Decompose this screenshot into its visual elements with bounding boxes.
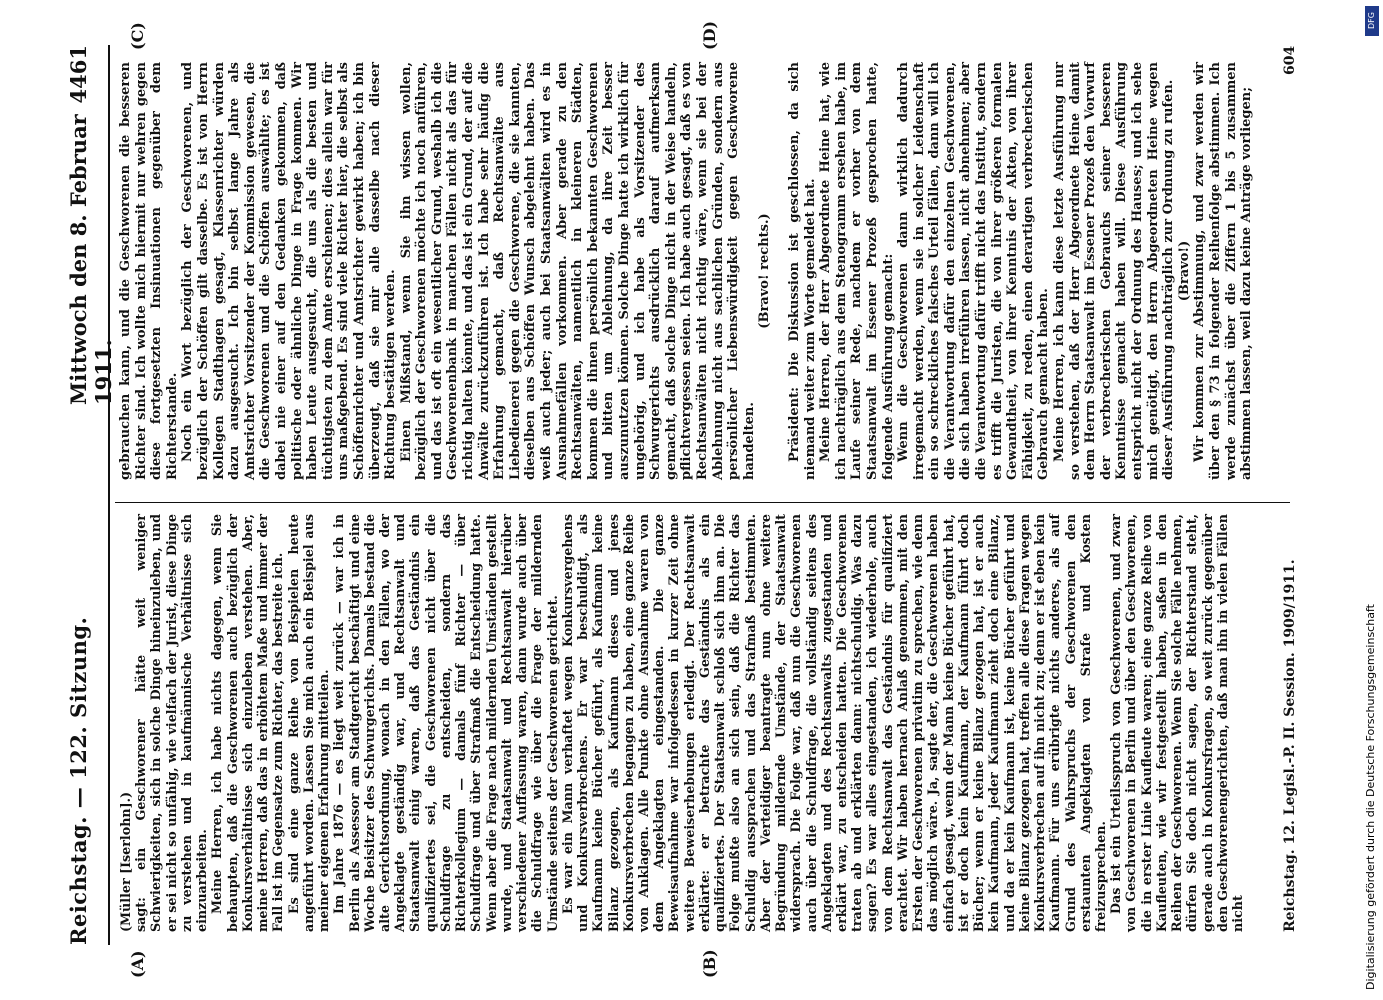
sheet-number: 604 [1282, 45, 1298, 75]
paragraph: Wir kommen zur Abstimmung, und zwar werden wir über den § 73 in folgender Reihenfolge abstimmen. Ich werde zunächst über die Ziffern 1 bis 5 zusammen abstimmen lassen, weil dazu keine Anträge vorliegen; [1192, 62, 1255, 480]
paragraph: (Bravo!) [1176, 240, 1192, 302]
margin-marker-b: (B) [700, 949, 719, 978]
header-rule [108, 45, 110, 945]
credit-text: Digitalisierung gefördert durch die Deutsche Forschungsgemeinschaft [1364, 604, 1377, 990]
paragraph: Präsident: Die Diskussion ist geschlossen, da sich niemand weiter zum Worte gemeldet hat. [786, 62, 818, 480]
right-column [118, 62, 1255, 480]
paragraph: Einen Mißstand, wenn Sie ihn wissen wollen, bezüglich der Geschworenen möchte ich noch anführen, und das ist oft ein wesentlicher Grund, weshalb ich die Geschworenenbank in manchen Fällen nicht als das für richtig halten könnte, und das ist ein Grund, der auf die Anwälte zurückzuführen ist. Ich habe sehr häufig die Erfahrung gemacht, daß Rechtsanwälte aus Liebedienerei gegen die Geschworene, die sie kannten, dieselben aus Schöffen Wunsch abgelehnt haben. Das weiß auch jeder; auch bei Staatsanwälten wird es in Ausnahmefällen vorkommen. Aber gerade zu den Rechtsanwälten, namentlich in kleineren Städten, kommen die ihnen persönlich bekannten Geschworenen und bitten um Ablehnung, da ihre Zeit besser auszunutzen können. Solche Dinge hatte ich wirklich für ungehörig, und ich habe als Vorsitzender des Schwurgerichts ausdrücklich darauf aufmerksam gemacht, daß solche Dinge nicht in der Weise handeln, pflichtvergessen seien. Ich habe auch gesagt, daß es von Rechtsanwälten nicht richtig wäre, wenn sie bei der Ablehnung nicht aus sachlichen Gründen, sondern aus persönlicher Liebenswürdigkeit gegen Geschworene handelten. [398, 62, 757, 480]
dfg-logo: DFG [1365, 6, 1379, 36]
margin-marker-c: (C) [128, 22, 147, 50]
left-column [118, 514, 1245, 932]
paragraph: (Bravo! rechts.) [757, 213, 773, 329]
paragraph: (Müller [Iserlohn].) [118, 791, 133, 932]
paragraph: gebrauchen kann, und die Geschworenen die besseren Richter sind. Ich wollte mich hiermit nur wehren gegen diese fortgesetzten Insinuationen gegenüber dem Richterstande. [118, 62, 180, 480]
margin-marker-a: (A) [128, 950, 147, 978]
paragraph: Meine Herren, ich kann diese letzte Ausführung nur so verstehen, daß der Herr Abgeordnete Heine damit dem Herrn Staatsanwalt im Essener Prozeß den Vorwurf der verbrecherischen Gebrauchs seiner besseren Kenntnisse gemacht haben will. Diese Ausführung entspricht nicht der Ordnung des Hauses; und ich sehe mich genötigt, den Herrn Abgeordneten Heine wegen dieser Ausführung nachträglich zur Ordnung zu rufen. [1052, 62, 1177, 480]
paragraph: Noch ein Wort bezüglich der Geschworenen, und bezüglich der Schöffen gilt dasselbe. Es ist von Herrn Kollegen Stadthagen gesagt, Klassenrichter würden dazu ausgesucht. Ich bin selbst lange Jahre als Amtsrichter Vorsitzender der Kommission gewesen, die die Geschworenen und die Schöffen auswählte; es ist dabei nie einer auf den Gedanken gekommen, daß politische oder ähnliche Dinge in Frage kommen. Wir haben Leute ausgesucht, die uns als die besten und tüchtigsten zu dem Amte erschienen; dies allein war für uns maßgebend. Es sind viele Richter hier, die selbst als Schöffenrichter und Amtsrichter gewirkt haben; ich bin überzeugt, daß sie mir alle dasselbe nach dieser Richtung bestätigen werden. [180, 62, 399, 480]
digitization-credit [1361, 0, 1383, 1000]
paragraph: Das ist ein Urteilsspruch von Geschworenen, und zwar von Geschworenen in Berlin und über den Geschworenen, die in erster Linie Kaufleute waren; eine ganze Reihe von Kaufleuten, wie wir festgestellt haben, saßen in den Reihen der Geschworenen. Wenn Sie solche Fälle nehmen, dürfen Sie doch nicht sagen, der Richterstand steht, gerade auch in Konkursfragen, so weit zurück gegenüber den Geschworenengerichten, daß man ihn in vielen Fällen nicht [1108, 514, 1246, 932]
header-date: Mittwoch den 8. Februar 1911. [66, 114, 116, 405]
column-rule [115, 502, 1290, 503]
page-footer: Reichstag. 12. Legisl.-P. II. Session. 1909/1911. [1282, 559, 1298, 932]
header-left: Reichstag. — 122. Sitzung. [66, 616, 91, 945]
paragraph: Meine Herren, ich habe nichts dagegen, wenn Sie behaupten, daß die Geschworenen auch bezüglich der Konkursverhältnisse sich einzuleben verstehen. Aber, meine Herren, daß das in erhöhtem Maße und immer der Fall ist im Gegensatze zum Richter, das bestreite ich. [209, 514, 286, 932]
paragraph: Es sind eine ganze Reihe von Beispielen heute angeführt worden. Lassen Sie mich auch ein Beispiel aus meiner eigenen Erfahrung mitteilen. [285, 514, 332, 932]
paragraph: Es war ein Mann verhaftet wegen Konkursvergehens und Konkursverbrechens. Er war beschuldigt, als Kaufmann keine Bücher geführt, als Kaufmann keine Bilanz gezogen, als Kaufmann dieses und jenes Konkursverbrechen begangen zu haben, eine ganze Reihe von Anklagen. Alle Punkte ohne Ausnahme waren von dem Angeklagten eingestanden. Die ganze Beweisaufnahme war infolgedessen in kurzer Zeit ohne weitere Beweiserhebungen erledigt. Der Rechtsanwalt erklärte: er betrachte das Geständnis als ein qualifiziertes. Der Staatsanwalt schloß sich ihm an. Die Folge mußte also an sich sein, daß die Richter das Schuldig aussprachen und das Strafmaß bestimmten. Aber der Verteidiger beantragte nun ohne weitere Begründung mildernde Umstände, der Staatsanwalt widersprach. Die Folge war, daß nun die Geschworenen auch über die Schuldfrage, die vollständig seitens des Angeklagten und des Rechtsanwalts zugestanden und erklärt war, zu entscheiden hatten. Die Geschworenen traten ab und erklärten dann: nichtschuldig. Was dazu sagen? Es war alles eingestanden, ich wiederhole, auch von dem Rechtsanwalt das Geständnis für qualifiziert erachtet. Wir haben hernach Anlaß genommen, mit den Ersten der Geschworenen privatim zu sprechen, wie denn das möglich wäre. Ja, sagte der, die Geschworenen haben einfach gesagt, wenn der Mann keine Bücher geführt hat, ist er doch kein Kaufmann, der Kaufmann führt doch Bücher; wenn er keine Bilanz gezogen hat, ist er auch kein Kaufmann, jeder Kaufmann zieht doch eine Bilanz, und da er kein Kaufmann ist, keine Bücher geführt und keine Bilanz gezogen hat, treffen alle diese Fragen wegen Konkursverbrechen auf ihn nicht zu; denn er ist eben kein Kaufmann. Für uns erübrigte nichts anderes, als auf Grund des Wahrspruchs der Geschworenen den erstaunten Angeklagten von Strafe und Kosten freizusprechen. [559, 514, 1108, 932]
margin-marker-d: (D) [700, 20, 719, 50]
header-page-number: 4461 [66, 45, 91, 104]
paragraph: Im Jahre 1876 — es liegt weit zurück — war ich in Berlin als Assessor am Stadtgericht beschäftigt und eine Woche Beisitzer des Schwurgerichts. Damals bestand die alte Gerichtsordnung, wonach in den Fällen, wo der Angeklagte geständig war, und Rechtsanwalt und Staatsanwalt einig waren, daß das Geständnis ein qualifiziertes sei, die Geschworenen nicht über die Schuldfrage zu entscheiden, sondern das Richterkollegium — damals fünf Richter — über Schuldfrage und über Strafmaß die Entscheidung hatte. Wenn aber die Frage nach mildernden Umständen gestellt wurde, und Staatsanwalt und Rechtsanwalt hierüber verschiedener Auffassung waren, dann wurde auch über die Schuldfrage wie über die Frage der mildernden Umstände seitens der Geschworenen gerichtet. [331, 514, 560, 932]
paragraph: Meine Herren, der Herr Abgeordnete Heine hat, wie ich nachträglich aus dem Stenogramm ersehen habe, im Laufe seiner Rede, nachdem er vorher von dem Staatsanwalt im Essener Prozeß gesprochen hatte, folgende Ausführung gemacht: [818, 62, 896, 480]
paragraph: sagt: ein Geschworener hätte weit weniger Schwierigkeiten, sich in solche Dinge hineinzuleben, und er sei nicht so unfähig, wie vielfach der Jurist, diese Dinge zu verstehen und in kaufmännische Verhältnisse sich einzuarbeiten. [133, 514, 210, 932]
page-header [58, 45, 116, 945]
paragraph: Wenn die Geschworenen dann wirklich dadurch irregemacht werden, wenn sie in solcher Leidenschaft ein so schreckliches falsches Urteil fällen, dann will ich die Verantwortung dafür den einzelnen Geschworenen, die sich haben irreführen lassen, nicht abnehmen; aber die Verantwortung dafür trifft nicht das Institut, sondern es trifft die Juristen, die von ihrer größeren formalen Gewandtheit, von ihrer Kenntnis der Akten, von ihrer Fähigkeit, zu reden, einen derartigen verbrecherischen Gebrauch gemacht haben. [896, 62, 1052, 480]
